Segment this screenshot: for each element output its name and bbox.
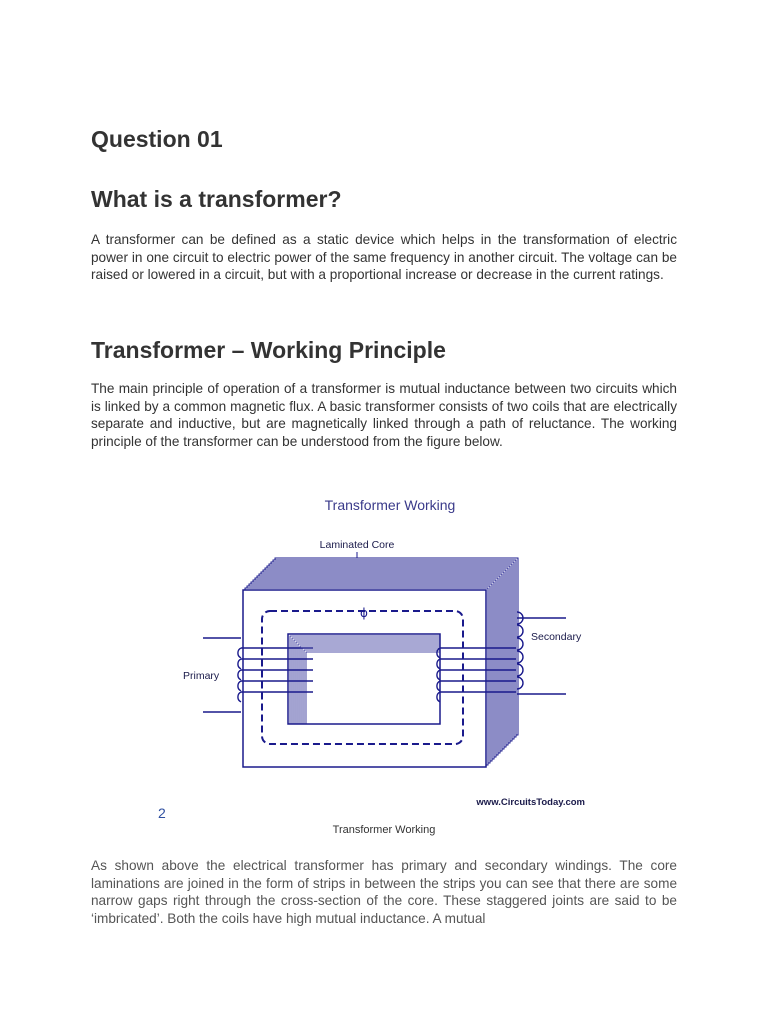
question-heading: Question 01	[91, 126, 223, 152]
primary-coil-turn	[238, 692, 241, 702]
primary-label: Primary	[183, 670, 220, 682]
description-paragraph: As shown above the electrical transformer has primary and secondary windings. The core laminations are joined in the form of strips in between the strips you can see that there are some narrow gaps right through the cross-section of the core. These staggered joints are said to be ‘imbricated’. Both the coils have high mutual inductance. A mutual	[91, 858, 677, 926]
primary-coil-turn	[238, 681, 241, 691]
figure-caption: Transformer Working	[332, 824, 436, 836]
page-number: 2	[158, 805, 166, 821]
flux-symbol: ϕ	[360, 606, 368, 620]
primary-coil-turn	[238, 659, 241, 669]
definition-paragraph: A transformer can be defined as a static device which helps in the transformation of electric power in one circuit to electric power of the same frequency in another circuit. The voltage can be raised or lowered in a circuit, but with a proportional increase or decrease in the current ratings.	[91, 232, 677, 283]
core-label: Laminated Core	[319, 539, 395, 551]
primary-coil-turn	[238, 648, 241, 658]
figure-title: Transformer Working	[324, 497, 456, 513]
secondary-label: Secondary	[531, 631, 582, 643]
what-heading: What is a transformer?	[91, 186, 342, 212]
figure-watermark: www.CircuitsToday.com	[476, 797, 585, 808]
primary-coil-turn	[238, 670, 241, 680]
transformer-figure	[165, 488, 605, 818]
principle-heading: Transformer – Working Principle	[91, 337, 446, 363]
principle-paragraph: The main principle of operation of a transformer is mutual inductance between two circuits which is linked by a common magnetic flux. A basic transformer consists of two coils that are electrically separate and inductive, but are magnetically linked through a path of reluctance. The working principle of the transformer can be understood from the figure below.	[91, 381, 677, 449]
